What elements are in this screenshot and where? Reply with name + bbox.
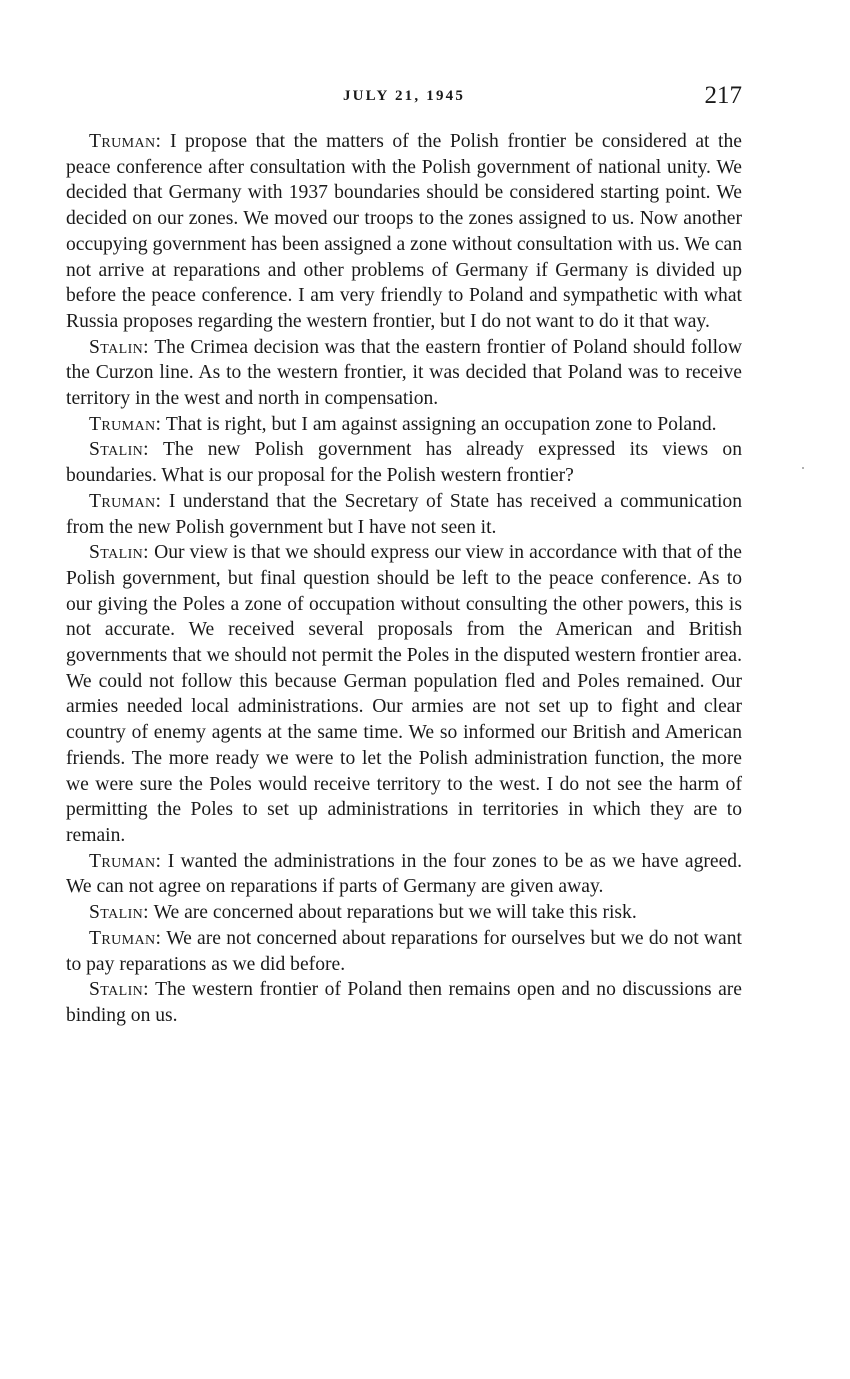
scan-speck <box>802 467 804 469</box>
speech-text: Our view is that we should express our view in accordance with that of the Polish government, but final question should be left to the peace conference. As to our giving the Poles a zone of occupation without consulting the other powers, this is not accurate. We received several proposals from the American and British governments that we should not permit the Poles in the disputed western frontier area. We could not follow this because German population fled and Poles remained. Our armies needed local administrations. Our armies are not set up to fight and clear country of enemy agents at the same time. We so informed our British and American friends. The more ready we were to let the Polish administration function, the more we were sure the Poles would receive territory to the west. I do not see the harm of permitting the Poles to set up administrations in territories in which they are to remain. <box>66 542 742 846</box>
speech-text: I propose that the matters of the Polish frontier be considered at the peace conference after consultation with the Polish government of national unity. We decided that Germany with 1937 boundaries should be considered starting point. We decided on our zones. We moved our troops to the zones assigned to us. Now another occupying government has been assigned a zone without consultation with us. We can not arrive at reparations and other problems of Germany if Germany is divided up before the peace conference. I am very friendly to Poland and sympathetic with what Russia proposes regarding the western frontier, but I do not want to do it that way. <box>66 131 742 332</box>
running-head <box>66 82 742 112</box>
speaker-label: Stalin: <box>89 336 150 358</box>
transcript-paragraph <box>66 540 742 848</box>
transcript-paragraph <box>66 489 742 540</box>
running-title: JULY 21, 1945 <box>342 88 466 104</box>
transcript-paragraph <box>66 335 742 412</box>
speech-text: The new Polish government has already expressed its views on boundaries. What is our proposal for the Polish western frontier? <box>66 439 742 487</box>
speaker-label: Stalin: <box>89 439 150 461</box>
speech-text: We are concerned about reparations but we will take this risk. <box>153 902 637 924</box>
speech-text: The Crimea decision was that the eastern frontier of Poland should follow the Curzon line. As to the western frontier, it was decided that Poland was to receive territory in the west and north in compensation. <box>66 336 743 410</box>
speaker-label: Stalin: <box>89 979 150 1001</box>
transcript-paragraph <box>66 977 742 1028</box>
transcript-paragraph <box>66 849 742 900</box>
transcript-body <box>66 129 742 1029</box>
transcript-paragraph <box>66 900 742 926</box>
transcript-paragraph <box>66 926 742 977</box>
transcript-paragraph <box>66 129 742 335</box>
speaker-label: Truman: <box>89 413 162 435</box>
transcript-paragraph <box>66 412 742 438</box>
page-number: 217 <box>704 82 742 109</box>
speech-text: I understand that the Secretary of State has received a communication from the new Polish government but I have not seen it. <box>66 490 742 538</box>
speech-text: We are not concerned about reparations for ourselves but we do not want to pay reparations as we did before. <box>66 927 742 975</box>
speaker-label: Truman: <box>89 490 162 512</box>
transcript-paragraph <box>66 437 742 488</box>
speech-text: The western frontier of Poland then remains open and no discussions are binding on us. <box>66 979 742 1026</box>
speaker-label: Stalin: <box>89 902 150 924</box>
speaker-label: Truman: <box>89 927 162 949</box>
speech-text: That is right, but I am against assigning an occupation zone to Poland. <box>165 413 717 435</box>
speaker-label: Truman: <box>89 850 162 872</box>
speaker-label: Stalin: <box>89 542 150 564</box>
speaker-label: Truman: <box>89 131 162 152</box>
speech-text: I wanted the administrations in the four zones to be as we have agreed. We can not agree on reparations if parts of Germany are given away. <box>66 850 742 898</box>
